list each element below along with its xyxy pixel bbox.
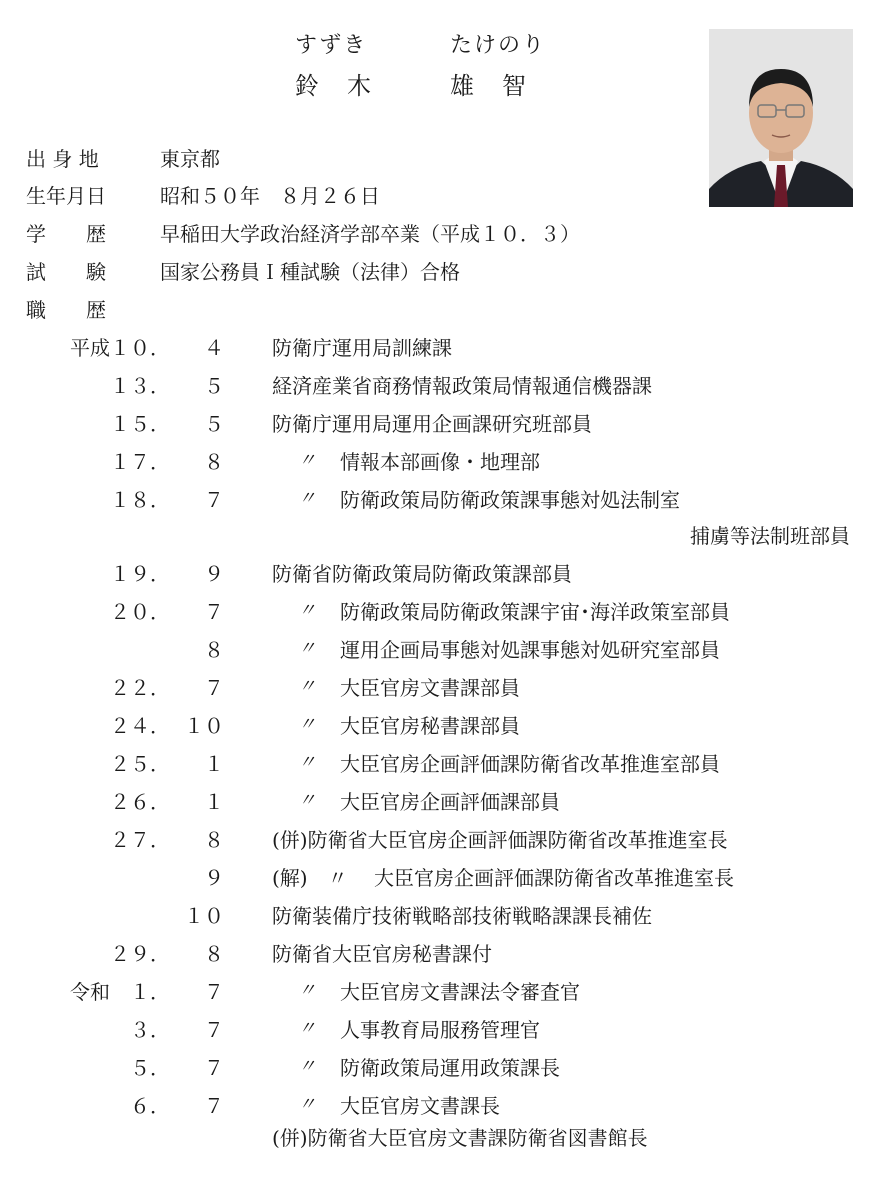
career-month: ５ (204, 374, 224, 398)
career-month: ９ (204, 562, 224, 586)
career-year: ２２． (110, 676, 170, 700)
career-year: ６． (130, 1094, 170, 1118)
career-year: ２９． (110, 942, 170, 966)
career-year: ２４． (110, 714, 170, 738)
career-year: １０． (110, 336, 170, 360)
ditto-mark: 〃 (298, 488, 316, 509)
career-year: １５． (110, 412, 170, 436)
career-year: １． (130, 980, 170, 1004)
ditto-mark: 〃 (298, 638, 316, 659)
career-text: 防衛庁運用局運用企画課研究班部員 (272, 412, 592, 436)
profile-label-exam: 試 験 (26, 260, 106, 284)
career-text: 運用企画局事態対処課事態対処研究室部員 (340, 638, 720, 662)
ditto-mark: 〃 (298, 676, 316, 697)
career-year: ２６． (110, 790, 170, 814)
career-month: １０ (184, 714, 224, 738)
career-year: ５． (130, 1056, 170, 1080)
career-year: １３． (110, 374, 170, 398)
career-text: 防衛装備庁技術戦略部技術戦略課課長補佐 (272, 904, 652, 928)
ditto-mark: 〃 (298, 1094, 316, 1115)
career-month: ７ (204, 676, 224, 700)
career-year: １８． (110, 488, 170, 512)
career-month: ７ (204, 1094, 224, 1118)
profile-label-career: 職 歴 (26, 298, 106, 322)
career-text: 防衛庁運用局訓練課 (272, 336, 452, 360)
career-month: ８ (204, 638, 224, 662)
portrait-illustration (709, 29, 853, 207)
ditto-mark: 〃 (298, 752, 316, 773)
career-month: １ (204, 752, 224, 776)
career-text: 防衛政策局防衛政策課事態対処法制室 (340, 488, 680, 512)
ditto-mark: 〃 (298, 714, 316, 735)
career-text: 防衛省大臣官房秘書課付 (272, 942, 492, 966)
career-month: １０ (184, 904, 224, 928)
ditto-mark: 〃 (298, 980, 316, 1001)
career-month: ９ (204, 866, 224, 890)
career-text: 大臣官房秘書課部員 (340, 714, 520, 738)
career-month: ５ (204, 412, 224, 436)
career-month: １ (204, 790, 224, 814)
profile-value-birthplace: 東京都 (160, 147, 220, 171)
career-month: ８ (204, 942, 224, 966)
career-text: (併)防衛省大臣官房文書課防衛省図書館長 (272, 1126, 648, 1150)
career-year: ２５． (110, 752, 170, 776)
career-month: ８ (204, 450, 224, 474)
ditto-mark: 〃 (298, 450, 316, 471)
career-year: ３． (130, 1018, 170, 1042)
ditto-mark: 〃 (298, 1018, 316, 1039)
career-year: ２７． (110, 828, 170, 852)
career-text: 防衛政策局運用政策課長 (340, 1056, 560, 1080)
career-text: 防衛政策局防衛政策課宇宙･海洋政策室部員 (340, 600, 730, 624)
career-text: 捕虜等法制班部員 (690, 524, 850, 548)
career-text: 情報本部画像・地理部 (340, 450, 540, 474)
career-month: ７ (204, 1018, 224, 1042)
career-text: 大臣官房企画評価課部員 (340, 790, 560, 814)
career-year: １９． (110, 562, 170, 586)
career-text: 大臣官房企画評価課防衛省改革推進室部員 (340, 752, 720, 776)
career-month: ４ (204, 336, 224, 360)
career-text: 大臣官房文書課法令審査官 (340, 980, 580, 1004)
career-era: 令和 (70, 980, 110, 1004)
profile-label-education: 学 歴 (26, 222, 106, 246)
name-given: 雄 智 (450, 72, 528, 100)
career-text: 大臣官房文書課部員 (340, 676, 520, 700)
career-month: ７ (204, 980, 224, 1004)
profile-value-education: 早稲田大学政治経済学部卒業（平成１０．３） (160, 222, 580, 246)
career-month: ７ (204, 1056, 224, 1080)
profile-label-birthdate: 生年月日 (26, 184, 106, 208)
ditto-mark: 〃 (298, 1056, 316, 1077)
career-month: ７ (204, 600, 224, 624)
career-era: 平成 (70, 336, 110, 360)
profile-value-birthdate: 昭和５０年 ８月２６日 (160, 184, 380, 208)
ditto-mark: 〃 (298, 600, 316, 621)
career-month: ８ (204, 828, 224, 852)
career-year: １７． (110, 450, 170, 474)
profile-label-birthplace: 出 身 地 (26, 147, 99, 171)
career-text: 防衛省防衛政策局防衛政策課部員 (272, 562, 572, 586)
career-year: ２０． (110, 600, 170, 624)
name-family: 鈴 木 (295, 72, 373, 100)
portrait-photo (709, 29, 853, 207)
name-reading-given: たけのり (450, 33, 547, 58)
career-month: ７ (204, 488, 224, 512)
career-text: 経済産業省商務情報政策局情報通信機器課 (272, 374, 652, 398)
career-text: (併)防衛省大臣官房企画評価課防衛省改革推進室長 (272, 828, 728, 852)
career-text: 大臣官房文書課長 (340, 1094, 500, 1118)
career-text: (解) 〃 大臣官房企画評価課防衛省改革推進室長 (272, 866, 734, 890)
career-text: 人事教育局服務管理官 (340, 1018, 540, 1042)
profile-value-exam: 国家公務員Ｉ種試験（法律）合格 (160, 260, 460, 284)
name-reading-family: すずき (295, 33, 368, 58)
ditto-mark: 〃 (298, 790, 316, 811)
